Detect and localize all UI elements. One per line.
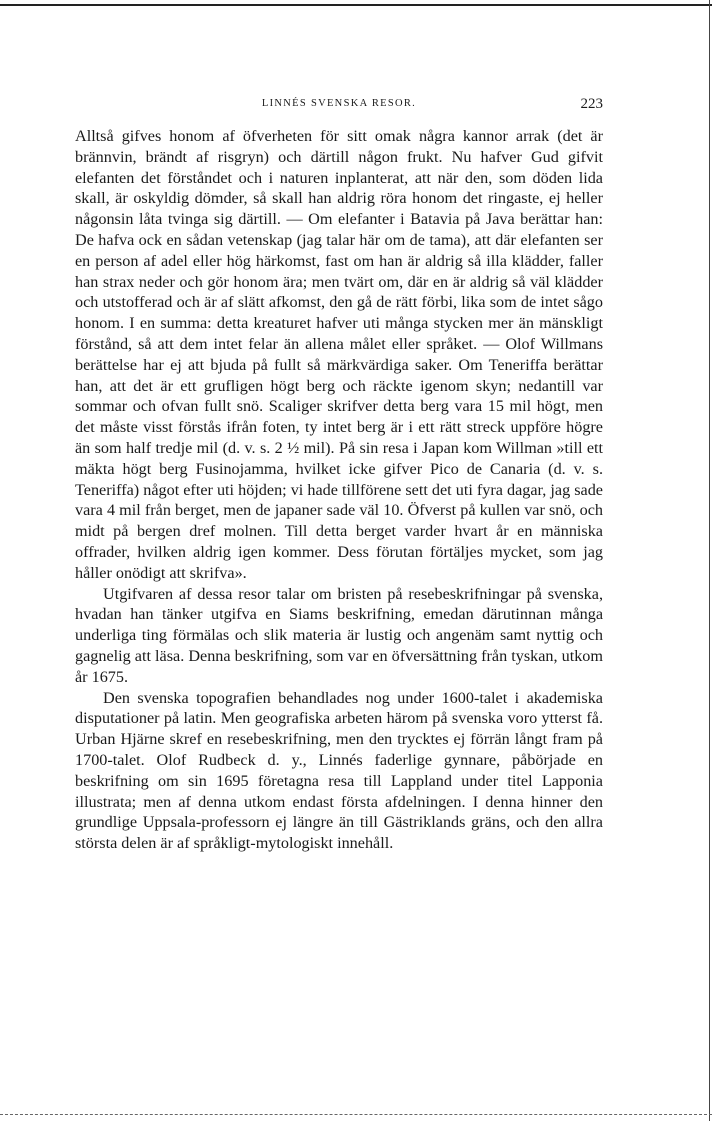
right-border-line	[709, 0, 710, 1121]
running-title: LINNÉS SVENSKA RESOR.	[261, 98, 417, 109]
body-text	[75, 126, 603, 854]
paragraph-1: Alltså gifves honom af öfverheten för sitt omak några kannor arrak (det är brännvin, brändt af risgryn) och därtill någon frukt. Nu hafver Gud gifvit elefanten det förståndet och i naturen inplanterat, att när den, som döden lida skall, är oskyldig dömder, så skall han aldrig röra honom det ringaste, ej heller någonsin låta tvinga sig därtill. — Om elefanter i Batavia på Java berättar han: De hafva ock en sådan vetenskap (jag talar här om de tama), att där elefanten ser en person af adel eller hög härkomst, fast om han är aldrig så illa klädder, faller han strax neder och gör honom ära; men tvärt om, där en är aldrig så väl klädder och utstofferad och är af slätt afkomst, den gå de rätt förbi, lika som de intet sågo honom. I en summa: detta kreaturet hafver uti många stycken mer än mänskligt förstånd, så att dem intet felar än allena målet eller språket. — Olof Willmans berättelse har ej att bjuda på fullt så märkvärdiga saker. Om Teneriffa berättar han, att det är ett grufligen högt berg och räckte igenom skyn; nedantill var sommar och ofvan fullt snö. Scaliger skrifver detta berg vara 15 mil högt, men det måste visst förstås ifrån foten, ty intet berg är i ett rätt streck uppföre högre än som half tredje mil (d. v. s. 2 ½ mil). På sin resa i Japan kom Willman »till ett mäkta högt berg Fusinojamma, hvilket icke gifver Pico de Canaria (d. v. s. Teneriffa) något efter uti höjden; vi hade tillförene sett det uti fyra dagar, jag sade vara 4 mil från berget, men de japaner sade väl 10. Öfverst på kullen var snö, och midt på bergen dref molnen. Till detta berget varder hvart år en människa offrader, hvilken aldrig igen kommer. Dess förutan förtäljes mycket, som jag håller onödigt att skrifva».	[75, 127, 603, 582]
paragraph-3: Den svenska topografien behandlades nog under 1600-talet i akademiska disputationer på latin. Men geografiska arbeten härom på svenska voro ytterst få. Urban Hjärne skref en resebeskrifning, men den trycktes ej förrän långt fram på 1700-talet. Olof Rudbeck d. y., Linnés faderlige gynnare, påbörjade en beskrifning om sin 1695 företagna resa till Lappland under titel Lapponia illustrata; men af denna utkom endast första afdelningen. I denna hinner den grundlige Uppsala-professorn ej längre än till Gästriklands gräns, och den allra största delen är af språkligt-mytologiskt innehåll.	[75, 688, 603, 853]
top-border-line	[0, 4, 712, 6]
page-number: 223	[580, 96, 603, 112]
bottom-border-line	[0, 1114, 712, 1116]
paragraph-2: Utgifvaren af dessa resor talar om bristen på resebeskrifningar på svenska, hvadan han tänker utgifva en Siams beskrifning, emedan därutinnan många underliga ting förmälas och slik materia är lustig och angenäm samt nyttig och gagnelig att läsa. Denna beskrifning, som var en öfversättning från tyskan, utkom år 1675.	[75, 584, 603, 686]
page-header	[75, 96, 603, 116]
